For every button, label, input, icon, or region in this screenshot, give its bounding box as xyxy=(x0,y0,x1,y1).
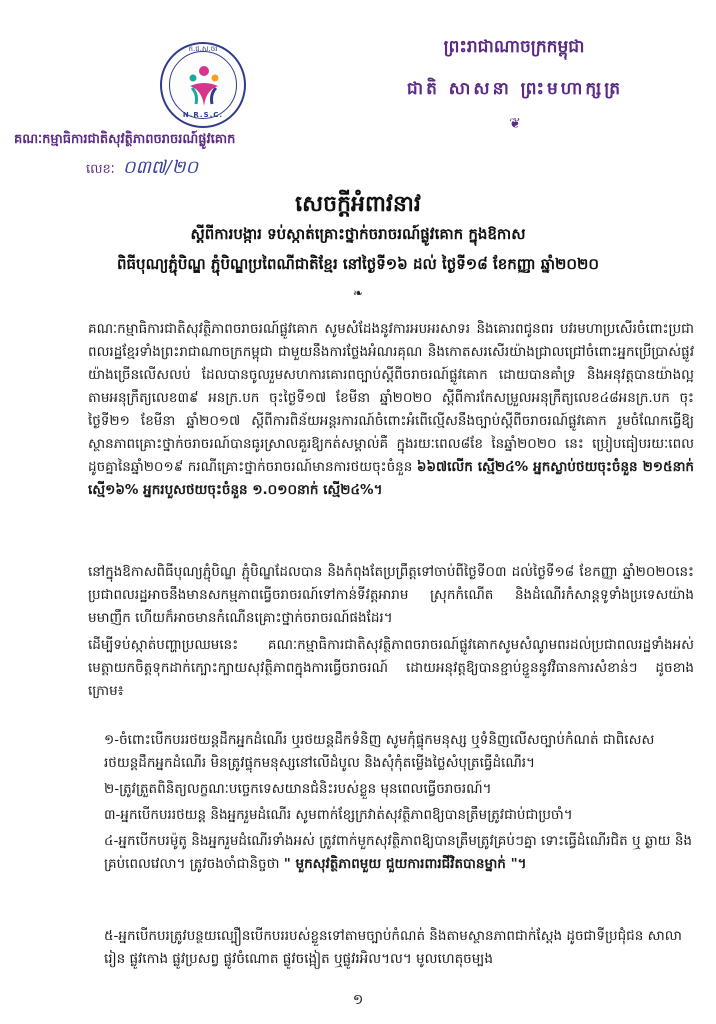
kingdom-heading: ព្រះរាជាណាចក្រកម្ពុជា xyxy=(443,37,585,57)
list-item: ១-ចំពោះបើកបររថយន្តដឹកអ្នកដំណើរ ឬរថយន្តដឹកទំនិញ សូមកុំផ្ទុកមនុស្ស ឬទំនិញលើសច្បាប់កំណត់ ជាពិសេសរថយន្តដឹកអ្នកដំណើរ មិនត្រូវផ្ទុកមនុស្សនៅលើដំបូល និងសុំកុំតម្លើងថ្លៃសំបុត្រធ្វើដំណើរ។ xyxy=(104,732,655,771)
helmet-slogan: " មួកសុវត្ថិភាពមួយ ជួយការពារជីវិតបានម្នាក់ "។ xyxy=(283,856,527,872)
document-subtitle-line-2: ពិធីបុណ្យភ្ជុំបិណ្ឌ ភ្ជុំបិណ្ឌប្រពៃណីជាតិខ្មែរ នៅថ្ងៃទី១៦ ដល់ ថ្ងៃទី១៨ ខែកញ្ញា ឆ្នាំ២០២០ xyxy=(117,255,599,273)
title-ornament: ❧ xyxy=(352,286,364,300)
logo-figure-icon xyxy=(184,64,224,108)
national-motto: ជាតិ សាសនា ព្រះមហាក្សត្រ xyxy=(406,79,624,99)
committee-name: គណៈកម្មាធិការជាតិសុវត្ថិភាពចរាចរណ៍ផ្លូវគោក xyxy=(14,132,236,147)
paragraph-2: នៅក្នុងឱកាសពិធីបុណ្យភ្ជុំបិណ្ឌ ភ្ជុំបិណ្ឌដែលបាន និងកំពុងតែប្រព្រឹត្តទៅចាប់ពីថ្ងៃទី០៣ ដល់ថ្ងៃទី១៨ ខែកញ្ញា ឆ្នាំ២០២០នេះ ប្រជាពលរដ្ឋអាចនឹងមានសកម្មភាពធ្វើចរាចរណ៍ទៅកាន់ទីវត្តអារាម ស្រុកកំណើត និងដំណើរកំសាន្តទូទាំងប្រទេសយ៉ាងមមាញឹក ហើយក៏អាចមានកំណើនគ្រោះថ្នាក់ចរាចរណ៍ផងដែរ។ xyxy=(88,564,694,626)
ref-number-handwritten: ០៣៧/២០ xyxy=(122,157,199,178)
ref-label: លេខៈ xyxy=(86,162,115,177)
document-subtitle-line-1: ស្តីពីការបង្ការ ទប់ស្កាត់គ្រោះថ្នាក់ចរាចរណ៍ផ្លូវគោក ក្នុងឱកាស xyxy=(190,225,526,243)
paragraph-3: ដើម្បីទប់ស្កាត់បញ្ហាប្រឈមនេះ គណៈកម្មាធិការជាតិសុវត្ថិភាពចរាចរណ៍ផ្លូវគោកសូមសំណូមពរដល់ប្រជាពលរដ្ឋទាំងអស់មេត្តាយកចិត្តទុកដាក់ក្បោះក្បាយសុវត្ថិភាពក្នុងការធ្វើចរាចរណ៍ ដោយអនុវត្តឱ្យបានខ្ជាប់ខ្ជួននូវវិធានការសំខាន់ៗ ដូចខាងក្រោម៖ xyxy=(88,637,694,699)
list-item: ៣-អ្នកបើកបររថយន្ត និងអ្នករួមដំណើរ សូមពាក់ខ្សែក្រវាត់សុវត្ថិភាពឱ្យបានត្រឹមត្រូវជាប់ជាប្រចាំ។ xyxy=(104,807,573,823)
list-item-text: ៤-អ្នកបើកបរម៉ូតូ និងអ្នករួមដំណើរទាំងអស់ ត្រូវពាក់មួកសុវត្ថិភាពឱ្យបានត្រឹមត្រូវគ្រប់ៗគ្នា ទោះធ្វើដំណើរជិត ឬ ឆ្ងាយ និងគ្រប់ពេលវេលា។ ត្រូវចងចាំជានិច្ចថា xyxy=(104,833,692,872)
logo-bottom-text: N.R.S.C. xyxy=(182,111,224,119)
paragraph-1 xyxy=(88,318,694,548)
list-item: ២-ត្រូវត្រួតពិនិត្យលក្ខណៈបច្ចេកទេសយានជំនិះរបស់ខ្លួន មុនពេលធ្វើចរាចរណ៍។ xyxy=(104,781,492,797)
logo-top-text: ក.ជ.ស.ចរ xyxy=(188,45,218,53)
nrsc-logo xyxy=(160,42,246,128)
paragraph-1-text: គណៈកម្មាធិការជាតិសុវត្ថិភាពចរាចរណ៍ផ្លូវគោក សូមសំដែងនូវការអបអរសាទរ និងគោរពជូនពរ បវរមហាប្រសើរចំពោះប្រជាពលរដ្ឋខ្មែរទាំងព្រះរាជាណាចក្រកម្ពុជា ជាមួយនឹងការថ្លែងអំណរគុណ និងកោតសរសើរយ៉ាងជ្រាលជ្រៅចំពោះអ្នកប្រើប្រាស់ផ្លូវយ៉ាងច្រើនលើសលប់ ដែលបានចូលរួមសហការគោរពច្បាប់ស្តីពីចរាចរណ៍ផ្លូវគោក ដោយបានគាំទ្រ និងអនុវត្តបានយ៉ាងល្អតាមអនុក្រឹត្យលេខ៣៩ អនក្រ.បក ចុះថ្ងៃទី១៧ ខែមីនា ឆ្នាំ២០២០ ស្តីពីការកែសម្រួលអនុក្រឹត្យលេខ៤៨អនក្រ.បក ចុះថ្ងៃទី២១ ខែមីនា ឆ្នាំ២០១៧ ស្តីពីការពិន័យអន្តរការណ៍ចំពោះអំពើល្មើសនឹងច្បាប់ស្តីពីចរាចរណ៍ផ្លូវគោក រួមចំណែកធ្វើឱ្យស្ថានភាពគ្រោះថ្នាក់ចរាចរណ៍បានធូរស្រាលគួរឱ្យកត់សម្គាល់គឺ ក្នុងរយៈពេល៨ខែ នៃឆ្នាំ២០២០ នេះ ប្រៀបធៀបរយៈពេលដូចគ្នានៃឆ្នាំ២០១៩ ករណីគ្រោះថ្នាក់ចរាចរណ៍មានការថយចុះចំនួន xyxy=(88,321,694,475)
header-ornament: ❦ xyxy=(509,116,521,132)
document-title: សេចក្តីអំពាវនាវ xyxy=(295,192,421,217)
list-item: ៥-អ្នកបើកបរត្រូវបន្ថយល្បឿនបើកបររបស់ខ្លួនទៅតាមច្បាប់កំណត់ និងតាមស្ថានភាពជាក់ស្តែង ដូចជាទីប្រជុំជន សាលារៀន ផ្លូវកោង ផ្លូវប្រសព្វ ផ្លូវចំណោត ផ្លូវចង្អៀត ឬផ្លូវរអិល។ល។ មូលហេតុចម្បង xyxy=(104,928,682,967)
reference-number xyxy=(86,155,246,182)
page-number: ១ xyxy=(352,992,364,1008)
list-item xyxy=(104,830,694,876)
statistics-bold: ៦៦៧លើក ស្មើ២៤% អ្នកស្លាប់ថយចុះចំនួន ២១៥នាក់ ស្មើ១៦% អ្នករបួសថយចុះចំនួន ១.០១០នាក់ ស្មើ២៤%។ xyxy=(88,459,694,498)
